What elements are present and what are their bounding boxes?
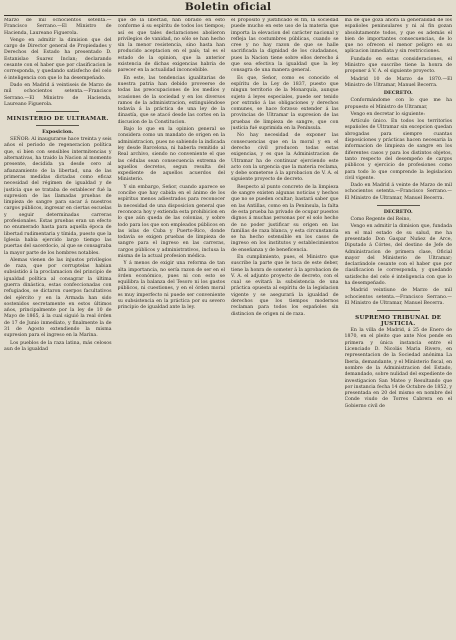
- decree-heading: DECRETO.: [383, 209, 413, 216]
- paragraph: Es que, Señor, como es conocido el espíritu de la Ley de 1837, puesto que ningun territorio de la Monarquía, aunque sujeto á leyes especiales, puede ser tenido por extraño á las obligaciones y derechos comunes, se hace forzoso extender á las provincias de Ultramar la supresion de las pruebas de limpieza de sangre, que con justicia fué suprimida en la Península.: [231, 75, 339, 132]
- text-columns: [4, 18, 452, 638]
- column-3: [231, 18, 339, 638]
- paragraph: No hay necesidad de exponer las consecuencias que en la moral y en el derecho civil producen todas estas exigencias, y es que la Administracion de Ultramar ha de continuar ejerciendo este acto con la urgencia que la materia reclama, y debe someterse á la aprobacion de V. A. el siguiente proyecto de decreto.: [231, 133, 339, 183]
- paragraph: Los pueblos de la raza latina, más celosos aun de la igualdad: [4, 340, 112, 352]
- section-title: SUPREMO TRIBUNAL DE JUSTICIA.: [355, 315, 442, 328]
- paragraph: Vengo en admitir la dimision que, fundada en el mal estado de su salud, me ha presentado Don Gaspar Nuñez de Arce, Diputado á Córtes, del destino de Jefe de Administracion de primera clase, Oficial mayor del Ministerio de Ultramar; declarándole cesante con el haber que por clasificacion le corresponda, y quedando satisfecho del celo é inteligencia con que lo ha desempeñado.: [344, 224, 452, 286]
- section-divider: [36, 111, 79, 112]
- paragraph: Madrid veintiuno de Marzo de mil ochocientos setenta.—Francisco Serrano.—El Ministro de Ultramar, Manuel Becerra.: [344, 288, 452, 306]
- decree-heading: DECRETO.: [383, 90, 413, 97]
- paragraph: Fundado en estas consideraciones, el Ministro que suscribe tiene la honra de proponer á V. A. el siguiente proyecto.: [344, 56, 452, 75]
- paragraph: SEÑOR: Al inaugurarse hace treinta y seis años el periodo de regeneracion política que, si bien con sensibles intermitencias y alternativas, ha traido la Nacion al momento presente, decidida ya desde cero al afianzamiento de la libertad, una de las primeras medidas dictadas como eficaz necesidad del régimen de igualdad y de justicia que se trataba de establecer fué la supresion de las llamadas pruebas de limpieza de sangre para sacar á nuestros cargos públicos, ingresar en ciertas escuelas y seguir determinadas carreras profesionales. Estas pruebas eran un efecto no enumerado hasta para aquella época de libertad rudimentaria y tímida, puesto que la Iglesia había ejercido largo tiempo las puertas del sacerdocio, al que se consagraba la mayor parte de los hombres notables.: [4, 137, 112, 256]
- section-divider: [377, 205, 420, 206]
- paragraph: Y sin embargo, Señor, cuando aparece se concibe que hay cabida en el ánimo de los espíritus menos adiestrados para reconocer la necesidad de una disposicion general que reconozca hoy y extienda esta prohibicion en lo que aún queda de las colonias, y sobre todo para los que son empleados públicos en las islas de Cuba y Puerto-Rico, donde todavía se exigen pruebas de limpieza de sangre para el ingreso en las carreras, cargos públicos y administrativos, inclusa la misma de la actual profesion médica.: [117, 184, 225, 259]
- paragraph: En la villa de Madrid, á 25 de Enero de 1870, en el pleito que ante Nos pende en primera y única instancia entre el Licenciado D. Nicolás Maria Rivero, en representacion de la Sociedad anónima La Iberia, demandante, y el Ministerio fiscal, en nombre de la Administracion del Estado, demandado, sobre nulidad del expediente de investigacion San Mateo y Resultando que por instancia fecha 14 de Octubre de 1852, y presentada en 20 del mismo en nombre del Conde viudo de Torres Cabrera en el Gobierno civil de: [344, 328, 452, 409]
- paragraph: Conformándome con lo que me ha propuesto el Ministro de Ultramar,: [344, 98, 452, 110]
- section-divider: [36, 125, 79, 126]
- paragraph: Madrid 10 de Marzo de 1870.—El Ministro de Ultramar, Manuel Becerra.: [344, 76, 452, 88]
- paragraph: Marzo de mil ochocientos setenta.—Francisco Serrano.—El Ministro de Hacienda, Laureano Figuerola.: [4, 18, 112, 36]
- paragraph: Bajo lo que en la opinion general se considera como un mandato de origen en la administracion, pues no sabiendo la indicada ley desde Barcelona, ni haberla remitido al Real archivo, siendo no conveniente el que las cédulas sean consecuencia extrema de aquellos decretos, segun resulta del expediente de aquellos acuerdos del Ministerio.: [117, 127, 225, 183]
- column-4: [345, 18, 453, 638]
- paragraph: Dado en Madrid á veintiseis de Marzo de mil ochocientos setenta.—Francisco Serrano.—El Ministro de Hacienda, Laureano Figuerola.: [4, 82, 112, 107]
- section-subtitle: Exposicion.: [42, 129, 74, 136]
- paragraph: Y á menos de exigir una reforma de tan alta importancia, no sería razon de ser en el órden económico, pues ni con esto se equilibra la balanza del Tesoro ni los gastos públicos, ni cuestiones, y en el órden moral es muy imperfecto ni puede ser conveniente su subsistencia en la práctica por su severo principio de igualdad ante la ley.: [117, 261, 225, 311]
- paragraph: que de la libertad, han obrado en esto conforme á su espíritu de todos los tiempos; así es que tales declaraciones abolieron privilegios de vanidad, no sólo se han hecho sin la menor resistencia, sino hasta han producido aceptacion en el país; tal es el estado de la opinion, que la anterior existencia de dichas exigencias habria de parecer en la actualidad inconcebible.: [117, 18, 225, 74]
- column-2: [118, 18, 226, 638]
- section-title: MINISTERIO DE ULTRAMAR.: [6, 116, 109, 123]
- section-divider: [377, 310, 420, 311]
- paragraph: Artículo único. En todos los territorios españoles de Ultramar sin excepcion quedan abrogadas para siempre cuantas disposiciones y prácticas hacen necesaria la informacion de limpieza de sangre en los diferentes casos y para los distintos objetos, tanto respecto del desempeño de cargos públicos y ejercicio de profesiones como para todo lo que comprende la legislacion civil vigente.: [344, 119, 452, 181]
- paragraph: Alemas vienen de las injustos privilegios de raza, que por corruptelas habian subsistido á la proclamacion del principio de igualdad política al consagrar la última guerra dinástica, estas confeccionadas con refugiados, se dictaron cuerpos facultativos del ejército y en la Armada han sido sostenidos secretamente en estos últimos años, principalmente por la ley de 10 de Mayo de 1865, á la cual siguió la real órden de 17 de Junio inmediato, y finalmente la de 31 de Agosto extendiendo la misma supresion para el ingreso en la Marina.: [4, 257, 112, 339]
- column-1: [4, 18, 112, 638]
- paragraph: En cumplimiento, pues, el Ministro que suscribe la parte que le toca de este deber, tiene la honra de someter á la aprobacion de V. A. el adjunto proyecto de decreto, con el cual se evitará la subsistencia de una práctica opuesta al espíritu de la legislacion vigente y se asegurará la igualdad de derechos que los tiempos modernos reclaman para todos los españoles sin distincion de origen ni de raza.: [231, 254, 339, 317]
- page-header-title: Boletin oficial: [184, 1, 272, 13]
- paragraph: Vengo en decretar lo siguiente:: [350, 111, 425, 117]
- paragraph: el propósito y justificado el fin, la sociedad puede mucho en este uso de la materia que importa la elevacion del carácter nacional y refleja las costumbres públicas, cuando se cree y no hay razon de que se halle sacrificada la dignidad de los ciudadanos, pues la Nacion tiene sobre ellos derecho á que sea efectiva la igualdad que la ley consagra de una manera general.: [231, 18, 339, 74]
- paragraph: Vengo en admitir la dimision que del cargo de Director general de Propiedades y Derechos del Estado ha presentado D. Estanislao Suarez Inclan; declarando cesante con el haber que por clasificacion le corresponda, y quedando satisfecho del celo é inteligencia con que lo ha desempeñado.: [4, 37, 112, 81]
- header-rule: [4, 15, 452, 16]
- paragraph: Como Regente del Reino,: [350, 217, 411, 223]
- paragraph: En este, las tendencias igualitarias de nuestra patria han debido proveerse de todas las preocupaciones de los medios y ocasiones de la sociedad y en los diversos ramos de la administracion, extinguiéndose todavía á la práctica de una ley de la dinastía, que se atacó desde las cortes en la discusion de la Constitucion.: [117, 75, 225, 125]
- paragraph: ma de que goza ahora la generalidad de los españoles peninsulares y ni al fin gozan absolutamente todos, y que es además el bien de importantes consecuencias, de lo que no ofrecen el menor peligro en su aplicacion inmediata y sin restricciones.: [344, 18, 452, 55]
- paragraph: Respecto al punto concreto de la limpieza de sangre existen algunas noticias y hechos que no se pueden ocultar; bastará saber que en las Antillas, como en la Península, la falta de esta prueba ha privado de ocupar puestos dignos á muchas personas por el solo hecho de no poder justificar su origen en las familias de raza blanca, y esta circunstancia se ha hecho ostensible en los casos de ingreso en los institutos y establecimientos de enseñanza y de beneficencia.: [231, 184, 339, 253]
- paragraph: Dado en Madrid á veinte de Marzo de mil ochocientos setenta.—Francisco Serrano.—El Ministro de Ultramar, Manuel Becerra.: [344, 183, 452, 201]
